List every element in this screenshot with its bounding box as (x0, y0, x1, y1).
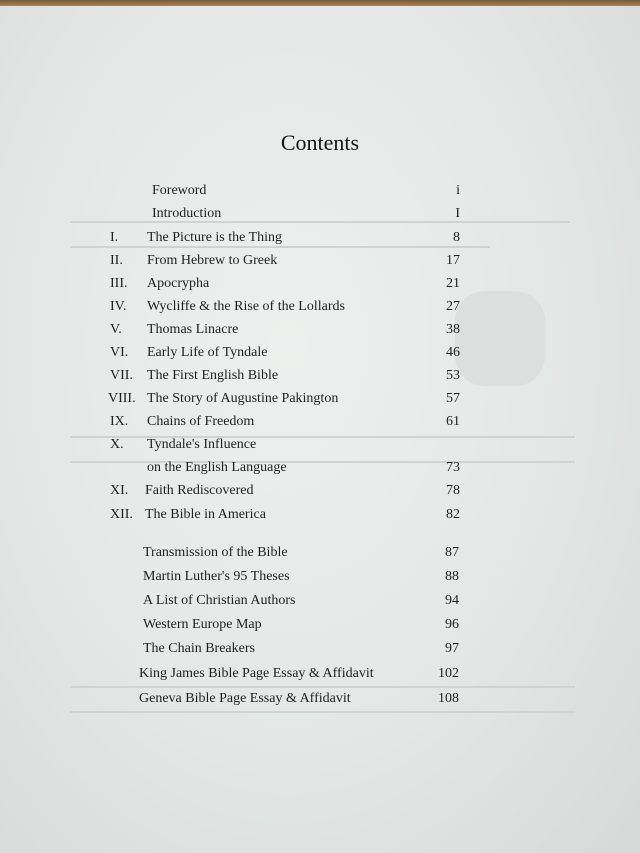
chapter-title: Early Life of Tyndale (147, 345, 268, 360)
chapter-numeral: III. (110, 276, 128, 291)
toc-entry (0, 368, 640, 390)
chapter-numeral: IX. (110, 414, 129, 429)
page-number: 102 (438, 666, 459, 681)
chapter-title: Transmission of the Bible (143, 545, 288, 560)
page-number: i (456, 183, 460, 198)
page-number: 87 (445, 545, 459, 560)
toc-entry (0, 253, 640, 275)
chapter-title: Geneva Bible Page Essay & Affidavit (139, 691, 351, 706)
page-number: 27 (446, 299, 460, 314)
chapter-title: Introduction (152, 206, 222, 221)
chapter-numeral: II. (110, 253, 123, 268)
chapter-title: The Picture is the Thing (147, 230, 283, 245)
page-number: 53 (446, 368, 460, 383)
page-number: 73 (446, 460, 460, 475)
chapter-numeral: I. (110, 230, 119, 245)
chapter-title: Faith Rediscovered (145, 483, 254, 498)
toc-entry (0, 276, 640, 298)
toc-entry (0, 391, 640, 413)
chapter-numeral: XII. (110, 507, 133, 522)
page-number: 88 (445, 569, 459, 584)
chapter-title: The Bible in America (145, 507, 266, 522)
page-number: 61 (446, 414, 460, 429)
toc-entry (0, 507, 640, 529)
toc-entry (0, 183, 640, 205)
toc-entry (0, 437, 640, 459)
toc-entry (0, 617, 640, 639)
contents-heading: Contents (280, 130, 360, 155)
chapter-title: From Hebrew to Greek (147, 253, 278, 268)
chapter-numeral: VIII. (108, 391, 136, 406)
toc-entry (0, 641, 640, 663)
toc-entry (0, 483, 640, 505)
chapter-title: on the English Language (147, 460, 287, 475)
chapter-title: A List of Christian Authors (143, 593, 296, 608)
chapter-numeral: VII. (110, 368, 133, 383)
chapter-title: The First English Bible (147, 368, 279, 383)
chapter-numeral: XI. (110, 483, 129, 498)
page-number: I (455, 206, 460, 221)
chapter-title: The Story of Augustine Pakington (147, 391, 339, 406)
page-number: 78 (446, 483, 460, 498)
page-number: 82 (446, 507, 460, 522)
chapter-title: The Chain Breakers (143, 641, 255, 656)
toc-entry (0, 322, 640, 344)
chapter-numeral: VI. (110, 345, 129, 360)
page-number: 57 (446, 391, 460, 406)
page-number: 38 (446, 322, 460, 337)
toc-entry (0, 691, 640, 713)
page-number: 17 (446, 253, 460, 268)
chapter-numeral: X. (110, 437, 124, 452)
toc-entry (0, 299, 640, 321)
toc-entry (0, 460, 640, 482)
page-number: 21 (446, 276, 460, 291)
page-number: 97 (445, 641, 459, 656)
chapter-title: Thomas Linacre (147, 322, 239, 337)
chapter-title: Apocrypha (147, 276, 210, 291)
chapter-title: Tyndale's Influence (147, 437, 257, 452)
chapter-numeral: V. (110, 322, 122, 337)
chapter-title: Wycliffe & the Rise of the Lollards (147, 299, 345, 314)
chapter-title: Foreword (152, 183, 207, 198)
chapter-title: Western Europe Map (143, 617, 262, 632)
chapter-numeral: IV. (110, 299, 127, 314)
chapter-title: Martin Luther's 95 Theses (143, 569, 290, 584)
page-number: 46 (446, 345, 460, 360)
toc-entry (0, 569, 640, 591)
toc-entry (0, 545, 640, 567)
page-number: 108 (438, 691, 459, 706)
page-number: 8 (453, 230, 460, 245)
chapter-title: Chains of Freedom (147, 414, 255, 429)
chapter-title: King James Bible Page Essay & Affidavit (139, 666, 374, 681)
toc-entry (0, 230, 640, 252)
page-number: 96 (445, 617, 459, 632)
page-number: 94 (445, 593, 459, 608)
toc-entry (0, 593, 640, 615)
toc-entry (0, 206, 640, 228)
toc-entry (0, 345, 640, 367)
toc-entry (0, 666, 640, 688)
toc-entry (0, 414, 640, 436)
